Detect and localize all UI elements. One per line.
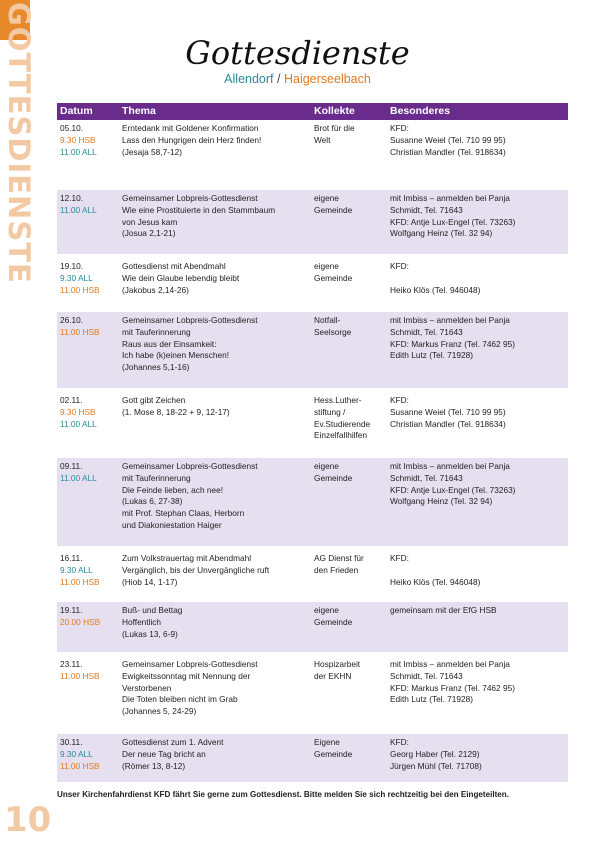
service-time: 11.00 ALL [60,418,97,429]
thema-line: Gemeinsamer Lobpreis-Gottesdienst [122,193,258,203]
thema-line: Ich habe (k)einen Menschen! [122,350,230,361]
service-date: 05.10. [60,123,84,133]
cell-thema [119,550,311,598]
thema-line: (Josua 2,1-21) [122,228,176,239]
thema-line: (Jakobus 2,14-26) [122,284,189,295]
cell-besonderes [387,120,568,186]
besonderes-line [390,273,565,285]
cell-thema [119,602,311,652]
service-date: 09.11. [60,461,83,471]
thema-line: (Lukas 13, 6-9) [122,628,178,639]
cell-kollekte [311,312,387,388]
besonderes-line: Heiko Klös (Tel. 946048) [390,576,481,587]
cell-thema [119,656,311,730]
kollekte-line: Seelsorge [314,326,352,337]
thema-line: von Jesus kam [122,216,178,227]
kollekte-line: eigene [314,605,339,615]
service-time: 11.00 ALL [60,204,97,215]
cell-kollekte [311,392,387,454]
kollekte-line: Notfall- [314,315,341,325]
table-row [57,312,568,388]
thema-line: Lass den Hungrigen dein Herz finden! [122,134,262,145]
service-time: 11.00 HSB [60,326,100,337]
table-row [57,190,568,254]
besonderes-line: Susanne Weiel (Tel. 710 99 95) [390,406,506,417]
besonderes-line: KFD: [390,553,409,563]
cell-thema [119,190,311,254]
header-thema: Thema [119,103,311,120]
cell-thema [119,120,311,186]
cell-besonderes [387,392,568,454]
besonderes-line: Edith Lutz (Tel. 71928) [390,350,474,361]
cell-kollekte [311,458,387,546]
service-time: 20.00 HSB [60,616,101,627]
thema-line: (1. Mose 8, 18-22 + 9, 12-17) [122,406,230,417]
table-row [57,656,568,730]
service-time: 11.00 HSB [60,670,100,681]
thema-line: (Johannes 5, 24-29) [122,706,197,717]
service-time: 11.00 HSB [60,760,100,771]
service-date: 16.11. [60,553,83,563]
thema-line: Hoffentlich [122,616,162,627]
thema-line: Vergänglich, bis der Unvergängliche ruft [122,564,270,575]
besonderes-line: Christian Mandler (Tel. 918634) [390,146,506,157]
kollekte-line: Welt [314,134,331,145]
side-title: GOTTESDIENSTE [2,2,36,284]
thema-line: Gemeinsamer Lobpreis-Gottesdienst [122,659,258,669]
cell-datum [57,656,119,730]
besonderes-line: Schmidt, Tel. 71643 [390,204,463,215]
kollekte-line: eigene [314,193,339,203]
service-time: 11.00 ALL [60,472,97,483]
cell-kollekte [311,190,387,254]
table-row [57,550,568,598]
besonderes-line: Schmidt, Tel. 71643 [390,326,463,337]
table-row [57,458,568,546]
thema-line: Gottesdienst zum 1. Advent [122,737,224,747]
service-date: 26.10. [60,315,84,325]
thema-line: Wie eine Prostituierte in den Stammbaum [122,204,276,215]
cell-datum [57,190,119,254]
besonderes-line [390,565,565,577]
besonderes-line: KFD: Markus Franz (Tel. 7462 95) [390,338,515,349]
besonderes-line: Jürgen Mühl (Tel. 71708) [390,760,482,771]
table-row [57,392,568,454]
footer-note: Unser Kirchenfahrdienst KFD fährt Sie gerne zum Gottesdienst. Bitte melden Sie sich rechtzeitig bei den Eingeteilten. [57,790,509,799]
besonderes-line: Georg Haber (Tel. 2129) [390,748,480,759]
besonderes-line: KFD: Antje Lux-Engel (Tel. 73263) [390,484,516,495]
table-row [57,734,568,782]
kollekte-line: Einzelfallhilfen [314,430,368,441]
kollekte-line: Hospizarbeit [314,659,361,669]
service-date: 23.11. [60,659,83,669]
service-date: 30.11. [60,737,83,747]
thema-line: (Johannes 5,1-16) [122,362,190,373]
kollekte-line: den Frieden [314,564,359,575]
cell-besonderes [387,550,568,598]
thema-line: mit Tauferinnerung [122,472,191,483]
service-date: 12.10. [60,193,84,203]
besonderes-line: mit Imbiss – anmelden bei Panja [390,193,510,203]
thema-line: Der neue Tag bricht an [122,748,206,759]
cell-datum [57,312,119,388]
thema-line: Gemeinsamer Lobpreis-Gottesdienst [122,461,258,471]
thema-line: Die Toten bleiben nicht im Grab [122,694,238,705]
besonderes-line: Susanne Weiel (Tel. 710 99 95) [390,134,506,145]
cell-besonderes [387,602,568,652]
kollekte-line: Eigene [314,737,340,747]
thema-line: Verstorbenen [122,682,172,693]
subtitle-location-a: Allendorf [224,72,274,86]
besonderes-line: KFD: [390,261,409,271]
besonderes-line: KFD: Antje Lux-Engel (Tel. 73263) [390,216,516,227]
cell-datum [57,120,119,186]
page-title: Gottesdienste [185,34,410,72]
cell-besonderes [387,190,568,254]
cell-thema [119,392,311,454]
kollekte-line: der EKHN [314,670,352,681]
table-row [57,120,568,186]
besonderes-line: KFD: [390,123,409,133]
thema-line: Gemeinsamer Lobpreis-Gottesdienst [122,315,258,325]
cell-kollekte [311,734,387,782]
besonderes-line: Edith Lutz (Tel. 71928) [390,694,474,705]
row-spacer [57,782,568,786]
kollekte-line: Gemeinde [314,616,353,627]
cell-kollekte [311,602,387,652]
besonderes-line: Wolfgang Heinz (Tel. 32 94) [390,496,493,507]
besonderes-line: KFD: Markus Franz (Tel. 7462 95) [390,682,515,693]
service-time: 9.30 HSB [60,406,96,417]
cell-kollekte [311,656,387,730]
page-subtitle [0,72,595,86]
header-datum: Datum [57,103,119,120]
table-row [57,602,568,652]
services-table [57,103,568,786]
thema-line: Ewigkeitssonntag mit Nennung der [122,670,251,681]
service-time: 9.30 ALL [60,272,93,283]
cell-besonderes [387,656,568,730]
kollekte-line: Brot für die [314,123,355,133]
service-date: 02.11. [60,395,83,405]
cell-besonderes [387,312,568,388]
service-time: 11.00 HSB [60,576,100,587]
thema-line: Wie dein Glaube lebendig bleibt [122,272,240,283]
besonderes-line: gemeinsam mit der EfG HSB [390,605,497,615]
thema-line: Raus aus der Einsamkeit: [122,338,217,349]
kollekte-line: Gemeinde [314,472,353,483]
service-time: 9.30 ALL [60,748,93,759]
kollekte-line: Gemeinde [314,204,353,215]
cell-kollekte [311,258,387,308]
cell-thema [119,734,311,782]
header-kollekte: Kollekte [311,103,387,120]
kollekte-line: eigene [314,461,339,471]
thema-line: Gottesdienst mit Abendmahl [122,261,226,271]
besonderes-line: KFD: [390,737,409,747]
thema-line: mit Tauferinnerung [122,326,191,337]
service-time: 11.00 HSB [60,284,100,295]
cell-kollekte [311,550,387,598]
cell-kollekte [311,120,387,186]
thema-line: (Lukas 6, 27-38) [122,496,183,507]
thema-line: (Römer 13, 8-12) [122,760,186,771]
besonderes-line: Wolfgang Heinz (Tel. 32 94) [390,228,493,239]
kollekte-line: AG Dienst für [314,553,364,563]
table-row [57,258,568,308]
cell-datum [57,602,119,652]
cell-thema [119,258,311,308]
cell-datum [57,458,119,546]
besonderes-line: Christian Mandler (Tel. 918634) [390,418,506,429]
besonderes-line: Schmidt, Tel. 71643 [390,670,463,681]
service-date: 19.10. [60,261,84,271]
besonderes-line: mit Imbiss – anmelden bei Panja [390,659,510,669]
thema-line: Gott gibt Zeichen [122,395,186,405]
kollekte-line: eigene [314,261,339,271]
kollekte-line: Gemeinde [314,272,353,283]
row-spacer-cell [57,782,568,786]
service-time: 11.00 ALL [60,146,97,157]
besonderes-line: Schmidt, Tel. 71643 [390,472,463,483]
besonderes-line: mit Imbiss – anmelden bei Panja [390,461,510,471]
table-header-row [57,103,568,120]
service-time: 9.30 ALL [60,564,93,575]
service-date: 19.11. [60,605,83,615]
cell-besonderes [387,258,568,308]
subtitle-location-b: Haigerseelbach [283,72,371,86]
cell-datum [57,392,119,454]
thema-line: und Diakoniestation Haiger [122,519,222,530]
header-besonderes: Besonderes [387,103,568,120]
thema-line: Zum Volkstrauertag mit Abendmahl [122,553,252,563]
cell-besonderes [387,734,568,782]
cell-datum [57,550,119,598]
service-time: 9.30 HSB [60,134,96,145]
thema-line: (Jesaja 58,7-12) [122,146,182,157]
thema-line: mit Prof. Stephan Claas, Herborn [122,508,245,519]
kollekte-line: Gemeinde [314,748,353,759]
cell-datum [57,258,119,308]
cell-besonderes [387,458,568,546]
subtitle-separator: / [277,72,281,86]
besonderes-line: Heiko Klös (Tel. 946048) [390,284,481,295]
kollekte-line: Ev.Studierende [314,418,371,429]
thema-line: Buß- und Bettag [122,605,183,615]
thema-line: Die Feinde lieben, ach nee! [122,484,224,495]
kollekte-line: Hess.Luther- [314,395,362,405]
cell-thema [119,312,311,388]
cell-thema [119,458,311,546]
cell-datum [57,734,119,782]
page-number: 10 [4,800,52,840]
besonderes-line: mit Imbiss – anmelden bei Panja [390,315,510,325]
kollekte-line: stiftung / [314,406,346,417]
besonderes-line: KFD: [390,395,409,405]
thema-line: (Hiob 14, 1-17) [122,576,178,587]
thema-line: Erntedank mit Goldener Konfirmation [122,123,259,133]
